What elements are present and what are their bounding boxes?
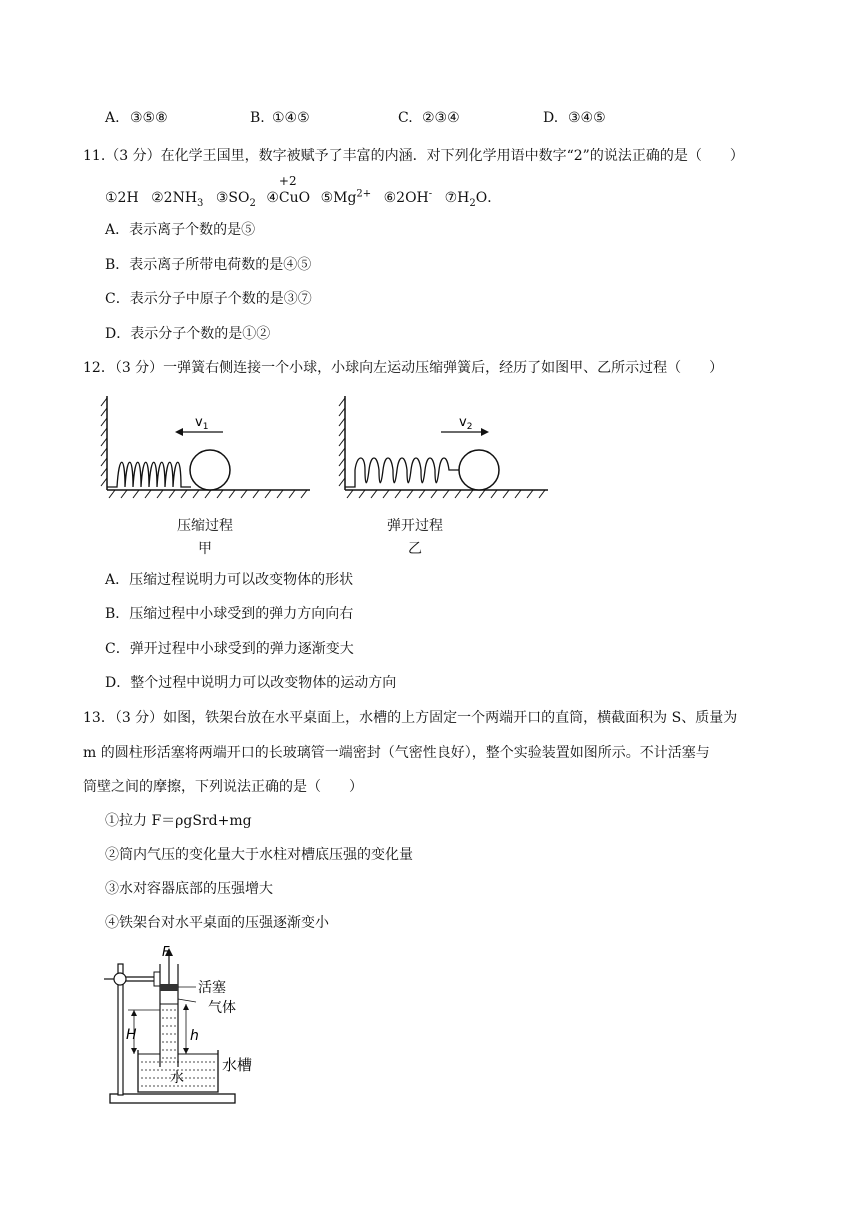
- caption-compress: 压缩过程: [177, 518, 233, 534]
- q11-choice-c: C．表示分子中原子个数的是③⑦: [105, 291, 312, 307]
- q11-stem: 11.（3 分）在化学王国里，数字被赋予了丰富的内涵．对下列化学用语中数字“2”的说法正确的是（ ）: [83, 148, 744, 164]
- tank-label: 水槽: [222, 1056, 253, 1074]
- ball-jia: [190, 450, 230, 490]
- q13-statement-4: ④铁架台对水平桌面的压强逐渐变小: [105, 915, 329, 931]
- q12-choice-b: B．压缩过程中小球受到的弹力方向向右: [105, 606, 354, 622]
- h-lower-label: h: [190, 1028, 199, 1044]
- q11-item-4: ④ +2 CuO: [266, 174, 311, 206]
- q10-option-a: ③⑤⑧: [130, 110, 168, 126]
- q11-item-7: $⑦H_2O$．: [444, 190, 502, 209]
- q12-choice-c: C．弹开过程中小球受到的弹力逐渐变大: [105, 641, 354, 657]
- q12-stem: 12．（3 分）一弹簧右侧连接一个小球，小球向左运动压缩弹簧后，经历了如图甲、乙所示过程（ ）: [83, 360, 724, 376]
- q11-item-1: ①2H: [105, 190, 139, 206]
- gas-label: 气体: [208, 1000, 236, 1016]
- q11-item-6: ⑥2OH-: [383, 188, 433, 206]
- h-upper-label: H: [126, 1027, 137, 1043]
- caption-jia: 甲: [198, 541, 212, 557]
- q10-option-d: ③④⑤: [568, 110, 606, 126]
- piston-label: 活塞: [198, 980, 226, 996]
- q11-item-5: $⑤Mg^{2+}$: [320, 188, 372, 206]
- q11-item-3: $③SO_2$: [215, 190, 256, 209]
- velocity-v2-label: $v_2$: [459, 415, 473, 432]
- q13-line-1: 13．（3 分）如图，铁架台放在水平桌面上，水槽的上方固定一个两端开口的直筒，横截面积为 S、质量为: [83, 710, 738, 726]
- spring-figure-jia: [95, 392, 325, 502]
- q10-option-b: ①④⑤: [272, 110, 310, 126]
- q11-choice-d: D．表示分子个数的是①②: [105, 326, 271, 342]
- q11-choice-a: A．表示离子个数的是⑤: [105, 222, 256, 238]
- caption-release: 弹开过程: [387, 518, 443, 534]
- spring-yi: [345, 458, 459, 487]
- q11-choice-b: B．表示离子所带电荷数的是④⑤: [105, 257, 312, 273]
- q11-item-2: $②2NH_3$: [151, 190, 204, 209]
- q11-items: [105, 174, 502, 209]
- caption-yi: 乙: [408, 541, 422, 557]
- q12-choice-d: D．整个过程中说明力可以改变物体的运动方向: [105, 675, 397, 691]
- spring-figure-yi: [333, 392, 563, 502]
- ball-yi: [459, 450, 499, 490]
- q10-option-b-key: B.: [250, 110, 265, 126]
- q13-statement-2: ②筒内气压的变化量大于水柱对槽底压强的变化量: [105, 847, 413, 863]
- q13-line-2: m 的圆柱形活塞将两端开口的长玻璃管一端密封（气密性良好），整个实验装置如图所示。不计活塞与: [83, 745, 710, 761]
- q10-option-c-key: C.: [398, 110, 413, 126]
- q13-statement-1: ①拉力 F＝ρgSrd+mg: [105, 813, 252, 829]
- q13-line-3: 筒壁之间的摩擦，下列说法正确的是（ ）: [83, 779, 363, 795]
- q13-statement-3: ③水对容器底部的压强增大: [105, 881, 273, 897]
- q12-choice-a: A．压缩过程说明力可以改变物体的形状: [105, 572, 354, 588]
- spring-jia: [107, 462, 191, 487]
- iron-stand-figure: [98, 942, 278, 1112]
- velocity-v1-label: $v_1$: [195, 415, 209, 432]
- q10-option-d-key: D.: [543, 110, 559, 126]
- force-label: F: [162, 945, 170, 960]
- q10-option-c: ②③④: [422, 110, 460, 126]
- q10-option-a-key: A.: [105, 110, 120, 126]
- water-label: 水: [170, 1070, 184, 1086]
